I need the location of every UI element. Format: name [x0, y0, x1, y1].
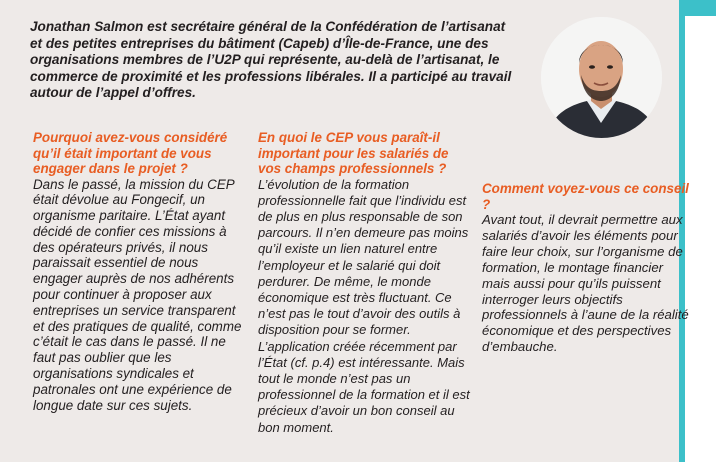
portrait-illustration — [541, 17, 662, 138]
accent-corner — [682, 0, 716, 16]
answer-1: Dans le passé, la mission du CEP était dévolue au Fongecif, un organisme paritaire. L’État ayant décidé de confier ces missions à des opérateurs privés, il nous paraissait essentiel de nous engager auprès de nos adhérents pour continuer à proposer aux entreprises un service transparent et des pratiques de qualité, comme c’était le cas dans le passé. Il ne faut pas oublier que les organisations syndicales et patronales ont une expérience de longue date sur ces sujets. — [33, 176, 242, 413]
answer-2: L’évolution de la formation professionnelle fait que l’individu est de plus en plus responsable de son parcours. Il n’en demeure pas moins qu’il existe un lien naturel entre l’employeur et le salarié qui doit perdurer. De même, le monde économique est très fluctuant. Ce n’est pas le tout d’avoir des outils à disposition pour se former. L’application créée récemment par l’État (cf. p.4) est intéressante. Mais tout le monde n’est pas un professionnel de la formation et il est précieux d’avoir un bon conseil au bon moment. — [258, 176, 470, 435]
answer-3: Avant tout, il devrait permettre aux salariés d’avoir les éléments pour faire leur choix, sur l’organisme de formation, le montage financier mais aussi pour qu’ils puissent interroger leurs objectifs professionnels à l’aune de la réalité économique et des perspectives d’embauche. — [482, 212, 689, 355]
question-3: Comment voyez-vous ce conseil ? — [482, 181, 689, 212]
column-3 — [482, 181, 692, 355]
intro-text: Jonathan Salmon est secrétaire général de la Confédération de l’artisanat et des petites entreprises du bâtiment (Capeb) d’Île-de-France, une des organisations membres de l’U2P qui représente, au-delà de l’artisanat, le commerce de proximité et les professions libérales. Il a participé au travail autour de l’appel d’offres. — [30, 19, 512, 101]
column-1 — [33, 130, 248, 413]
question-2: En quoi le CEP vous paraît-il important pour les salariés de vos champs professionnels ? — [258, 130, 449, 176]
portrait-photo — [541, 17, 662, 138]
column-2 — [258, 130, 473, 436]
question-1: Pourquoi avez-vous considéré qu’il était important de vous engager dans le projet ? — [33, 130, 228, 176]
